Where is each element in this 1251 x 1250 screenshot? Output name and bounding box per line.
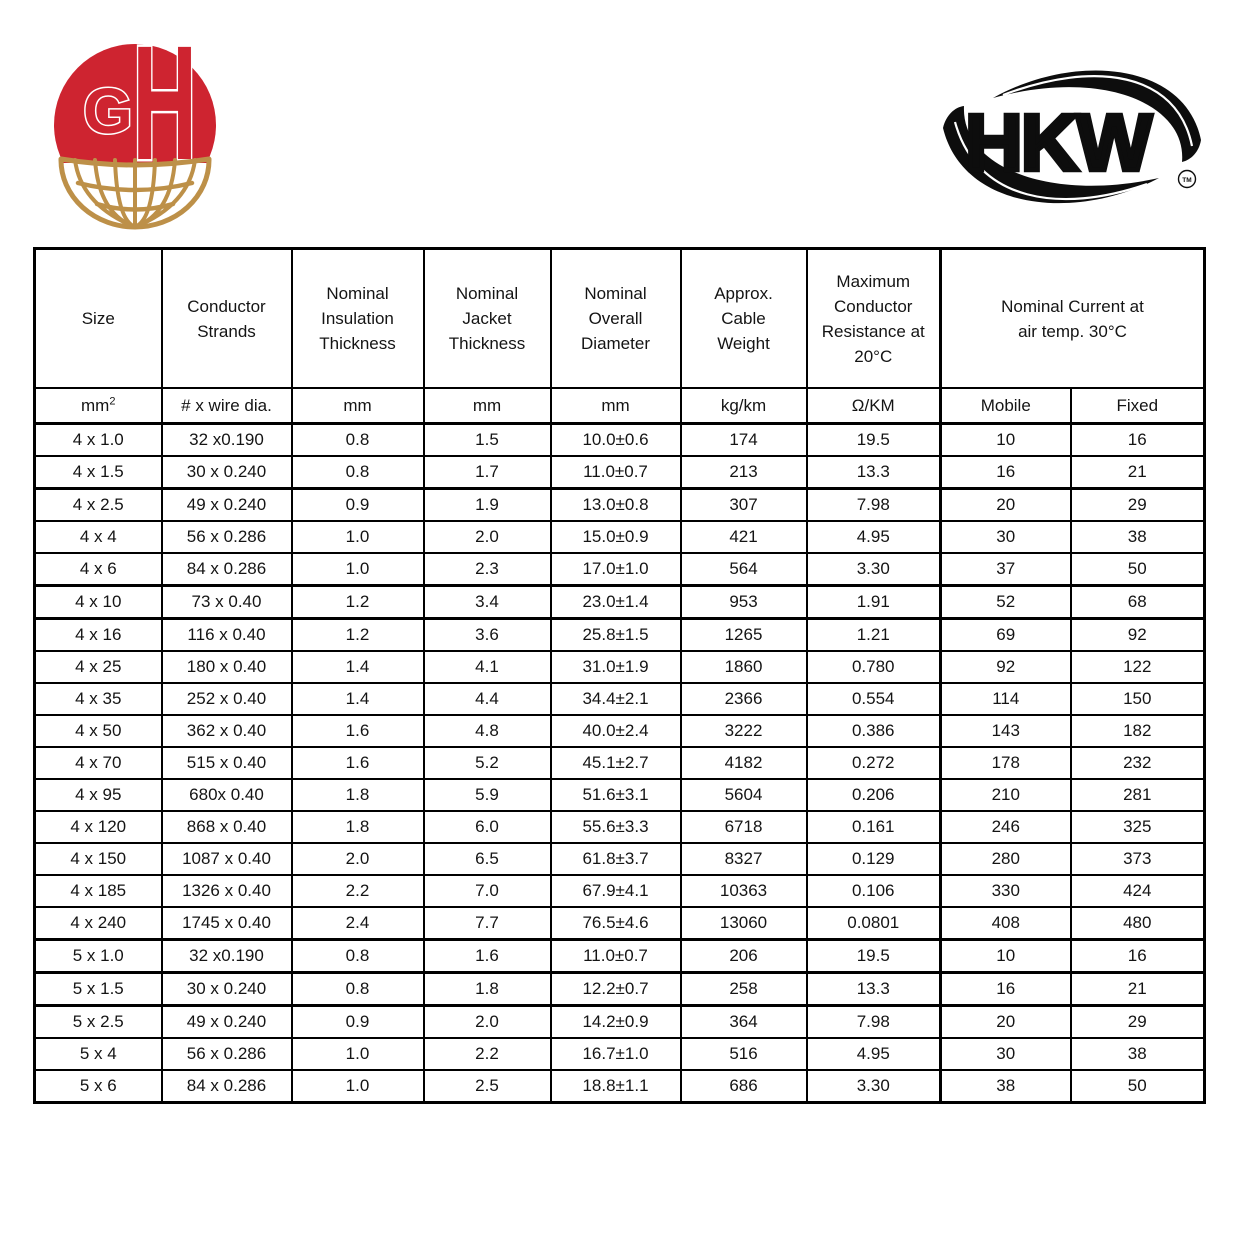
table-cell: 68 [1071,586,1205,619]
table-cell: 45.1±2.7 [551,747,681,779]
table-cell: 6.5 [424,843,551,875]
table-cell: 0.554 [807,683,941,715]
table-cell: 69 [941,619,1071,652]
table-row [35,683,1205,715]
table-cell: 16 [1071,940,1205,973]
table-cell: 5.9 [424,779,551,811]
unit-cell: Ω/KM [807,388,941,424]
table-cell: 38 [1071,521,1205,553]
column-header: Nominal Current at air temp. 30°C [941,249,1205,389]
table-cell: 1860 [681,651,807,683]
table-cell: 13.3 [807,973,941,1006]
table-cell: 4.95 [807,1038,941,1070]
table-cell: 12.2±0.7 [551,973,681,1006]
table-cell: 21 [1071,456,1205,489]
table-cell: 252 x 0.40 [162,683,292,715]
table-cell: 4 x 50 [35,715,162,747]
table-cell: 20 [941,1006,1071,1039]
table-cell: 686 [681,1070,807,1103]
table-cell: 2.5 [424,1070,551,1103]
table-cell: 680x 0.40 [162,779,292,811]
table-cell: 232 [1071,747,1205,779]
table-cell: 30 [941,1038,1071,1070]
table-cell: 480 [1071,907,1205,940]
table-cell: 18.8±1.1 [551,1070,681,1103]
column-header: Approx. Cable Weight [681,249,807,389]
table-cell: 330 [941,875,1071,907]
table-cell: 5.2 [424,747,551,779]
table-cell: 51.6±3.1 [551,779,681,811]
table-cell: 55.6±3.3 [551,811,681,843]
table-cell: 49 x 0.240 [162,489,292,522]
table-cell: 150 [1071,683,1205,715]
table-cell: 25.8±1.5 [551,619,681,652]
table-cell: 0.9 [292,1006,424,1039]
table-cell: 6.0 [424,811,551,843]
unit-cell: Mobile [941,388,1071,424]
table-cell: 4 x 4 [35,521,162,553]
table-cell: 4 x 70 [35,747,162,779]
table-cell: 56 x 0.286 [162,521,292,553]
table-cell: 408 [941,907,1071,940]
table-cell: 564 [681,553,807,586]
table-cell: 213 [681,456,807,489]
unit-cell: Fixed [1071,388,1205,424]
table-cell: 4 x 1.0 [35,424,162,457]
hkw-logo [935,52,1207,218]
table-cell: 4182 [681,747,807,779]
table-row [35,1070,1205,1103]
table-cell: 953 [681,586,807,619]
table-cell: 421 [681,521,807,553]
table-cell: 4 x 16 [35,619,162,652]
table-cell: 13060 [681,907,807,940]
table-cell: 16.7±1.0 [551,1038,681,1070]
table-cell: 67.9±4.1 [551,875,681,907]
table-cell: 5 x 6 [35,1070,162,1103]
table-cell: 4 x 185 [35,875,162,907]
table-cell: 0.8 [292,456,424,489]
table-cell: 6718 [681,811,807,843]
cable-spec-table [33,247,1206,1104]
table-cell: 116 x 0.40 [162,619,292,652]
table-cell: 37 [941,553,1071,586]
table-header [35,249,1205,424]
table-cell: 1.91 [807,586,941,619]
table-cell: 10363 [681,875,807,907]
table-cell: 7.0 [424,875,551,907]
unit-cell: mm [292,388,424,424]
table-cell: 29 [1071,1006,1205,1039]
table-cell: 11.0±0.7 [551,456,681,489]
column-header: Size [35,249,162,389]
table-cell: 2.2 [424,1038,551,1070]
table-cell: 364 [681,1006,807,1039]
table-cell: 2.0 [292,843,424,875]
table-cell: 50 [1071,1070,1205,1103]
table-cell: 281 [1071,779,1205,811]
table-cell: 4.95 [807,521,941,553]
table-cell: 32 x0.190 [162,424,292,457]
table-row [35,811,1205,843]
table-cell: 61.8±3.7 [551,843,681,875]
table-cell: 1.6 [424,940,551,973]
table-cell: 307 [681,489,807,522]
table-cell: 16 [1071,424,1205,457]
unit-cell: $mm^2$ [35,388,162,424]
table-cell: 10 [941,424,1071,457]
column-header: Nominal Insulation Thickness [292,249,424,389]
table-cell: 38 [941,1070,1071,1103]
table-row [35,1006,1205,1039]
table-cell: 84 x 0.286 [162,1070,292,1103]
table-cell: 0.272 [807,747,941,779]
table-cell: 16 [941,456,1071,489]
column-header: Conductor Strands [162,249,292,389]
table-cell: 1.5 [424,424,551,457]
table-cell: 10.0±0.6 [551,424,681,457]
table-cell: 5 x 4 [35,1038,162,1070]
table-cell: 868 x 0.40 [162,811,292,843]
table-cell: 1.2 [292,619,424,652]
table-cell: 0.8 [292,973,424,1006]
table-cell: 19.5 [807,940,941,973]
table-row [35,586,1205,619]
table-row [35,456,1205,489]
table-cell: 0.206 [807,779,941,811]
table-cell: 424 [1071,875,1205,907]
table-cell: 3.6 [424,619,551,652]
table-cell: 21 [1071,973,1205,1006]
table-cell: 4.4 [424,683,551,715]
table-row [35,747,1205,779]
unit-cell: mm [551,388,681,424]
table-cell: 3.30 [807,553,941,586]
table-row [35,651,1205,683]
table-cell: 30 [941,521,1071,553]
table-cell: 84 x 0.286 [162,553,292,586]
table-cell: 210 [941,779,1071,811]
table-cell: 38 [1071,1038,1205,1070]
table-cell: 0.106 [807,875,941,907]
unit-cell: # x wire dia. [162,388,292,424]
table-cell: 7.7 [424,907,551,940]
table-cell: 1.4 [292,683,424,715]
table-cell: 4 x 1.5 [35,456,162,489]
table-cell: 3.30 [807,1070,941,1103]
table-row [35,619,1205,652]
table-cell: 1.8 [292,779,424,811]
table-cell: 56 x 0.286 [162,1038,292,1070]
table-cell: 516 [681,1038,807,1070]
table-cell: 14.2±0.9 [551,1006,681,1039]
gh-letter-h: H [132,27,197,194]
table-cell: 2.3 [424,553,551,586]
gh-letter-g: G [83,75,133,147]
table-row [35,843,1205,875]
table-cell: 0.0801 [807,907,941,940]
table-cell: 1.6 [292,715,424,747]
unit-cell: kg/km [681,388,807,424]
table-cell: 16 [941,973,1071,1006]
table-cell: 76.5±4.6 [551,907,681,940]
table-cell: 13.0±0.8 [551,489,681,522]
table-cell: 30 x 0.240 [162,973,292,1006]
table-cell: 11.0±0.7 [551,940,681,973]
table-cell: 4.1 [424,651,551,683]
gh-logo-graphic [47,27,222,232]
table-cell: 1.0 [292,553,424,586]
table-cell: 362 x 0.40 [162,715,292,747]
table-cell: 246 [941,811,1071,843]
table-cell: 2.2 [292,875,424,907]
table-cell: 3222 [681,715,807,747]
table-cell: 7.98 [807,489,941,522]
table-cell: 0.8 [292,424,424,457]
table-cell: 0.129 [807,843,941,875]
table-row [35,489,1205,522]
column-header: Nominal Jacket Thickness [424,249,551,389]
hkw-wordmark: HKW [965,98,1151,187]
table-row [35,424,1205,457]
table-row [35,940,1205,973]
table-cell: 4 x 2.5 [35,489,162,522]
table-cell: 29 [1071,489,1205,522]
table-body [35,424,1205,1103]
table-cell: 2.4 [292,907,424,940]
table-cell: 1745 x 0.40 [162,907,292,940]
table-row [35,973,1205,1006]
table-cell: 34.4±2.1 [551,683,681,715]
table-cell: 3.4 [424,586,551,619]
table-cell: 7.98 [807,1006,941,1039]
table-cell: 73 x 0.40 [162,586,292,619]
table-cell: 1265 [681,619,807,652]
table-cell: 178 [941,747,1071,779]
table-cell: 1.4 [292,651,424,683]
table-cell: 180 x 0.40 [162,651,292,683]
table-cell: 50 [1071,553,1205,586]
gh-logo [47,27,222,232]
table-cell: 5 x 2.5 [35,1006,162,1039]
table-cell: 122 [1071,651,1205,683]
table-cell: 5 x 1.0 [35,940,162,973]
table-cell: 32 x0.190 [162,940,292,973]
table-cell: 92 [941,651,1071,683]
table-row [35,1038,1205,1070]
table-cell: 1.6 [292,747,424,779]
table-cell: 1087 x 0.40 [162,843,292,875]
table-cell: 4 x 35 [35,683,162,715]
table-cell: 2.0 [424,1006,551,1039]
table-cell: 5 x 1.5 [35,973,162,1006]
table-cell: 1.9 [424,489,551,522]
table-cell: 0.161 [807,811,941,843]
table-cell: 280 [941,843,1071,875]
table-cell: 0.9 [292,489,424,522]
table-cell: 4 x 95 [35,779,162,811]
table-cell: 4 x 150 [35,843,162,875]
unit-cell: mm [424,388,551,424]
table-cell: 19.5 [807,424,941,457]
table-cell: 4 x 240 [35,907,162,940]
table-cell: 182 [1071,715,1205,747]
table-row [35,779,1205,811]
table-cell: 2366 [681,683,807,715]
table-cell: 4 x 120 [35,811,162,843]
table-row [35,875,1205,907]
table-cell: 31.0±1.9 [551,651,681,683]
table-cell: 143 [941,715,1071,747]
table-cell: 1.0 [292,1038,424,1070]
table-cell: 1326 x 0.40 [162,875,292,907]
table-cell: 373 [1071,843,1205,875]
table-cell: 1.8 [424,973,551,1006]
table-cell: 40.0±2.4 [551,715,681,747]
column-header: Maximum Conductor Resistance at 20°C [807,249,941,389]
column-header: Nominal Overall Diameter [551,249,681,389]
table-cell: 17.0±1.0 [551,553,681,586]
table-cell: 52 [941,586,1071,619]
table-row [35,907,1205,940]
table-cell: 2.0 [424,521,551,553]
table-cell: 5604 [681,779,807,811]
table-row [35,521,1205,553]
table-cell: 23.0±1.4 [551,586,681,619]
table-cell: 1.0 [292,1070,424,1103]
table-cell: 515 x 0.40 [162,747,292,779]
table-cell: 4.8 [424,715,551,747]
hkw-logo-graphic [935,52,1207,218]
table-cell: 0.780 [807,651,941,683]
table-cell: 114 [941,683,1071,715]
table-cell: 258 [681,973,807,1006]
table-cell: 1.0 [292,521,424,553]
table-cell: 0.386 [807,715,941,747]
table-cell: 4 x 10 [35,586,162,619]
table-cell: 15.0±0.9 [551,521,681,553]
table-cell: 4 x 6 [35,553,162,586]
table-cell: 92 [1071,619,1205,652]
table-cell: 1.21 [807,619,941,652]
trademark-text: TM [1182,177,1192,184]
table-cell: 49 x 0.240 [162,1006,292,1039]
table-cell: 325 [1071,811,1205,843]
table-cell: 13.3 [807,456,941,489]
table-cell: 20 [941,489,1071,522]
table-cell: 30 x 0.240 [162,456,292,489]
table-cell: 4 x 25 [35,651,162,683]
table-row [35,715,1205,747]
table-row [35,553,1205,586]
table-cell: 8327 [681,843,807,875]
table-cell: 1.2 [292,586,424,619]
table-cell: 0.8 [292,940,424,973]
table-cell: 1.8 [292,811,424,843]
table-cell: 10 [941,940,1071,973]
table-cell: 206 [681,940,807,973]
table-cell: 174 [681,424,807,457]
table-cell: 1.7 [424,456,551,489]
